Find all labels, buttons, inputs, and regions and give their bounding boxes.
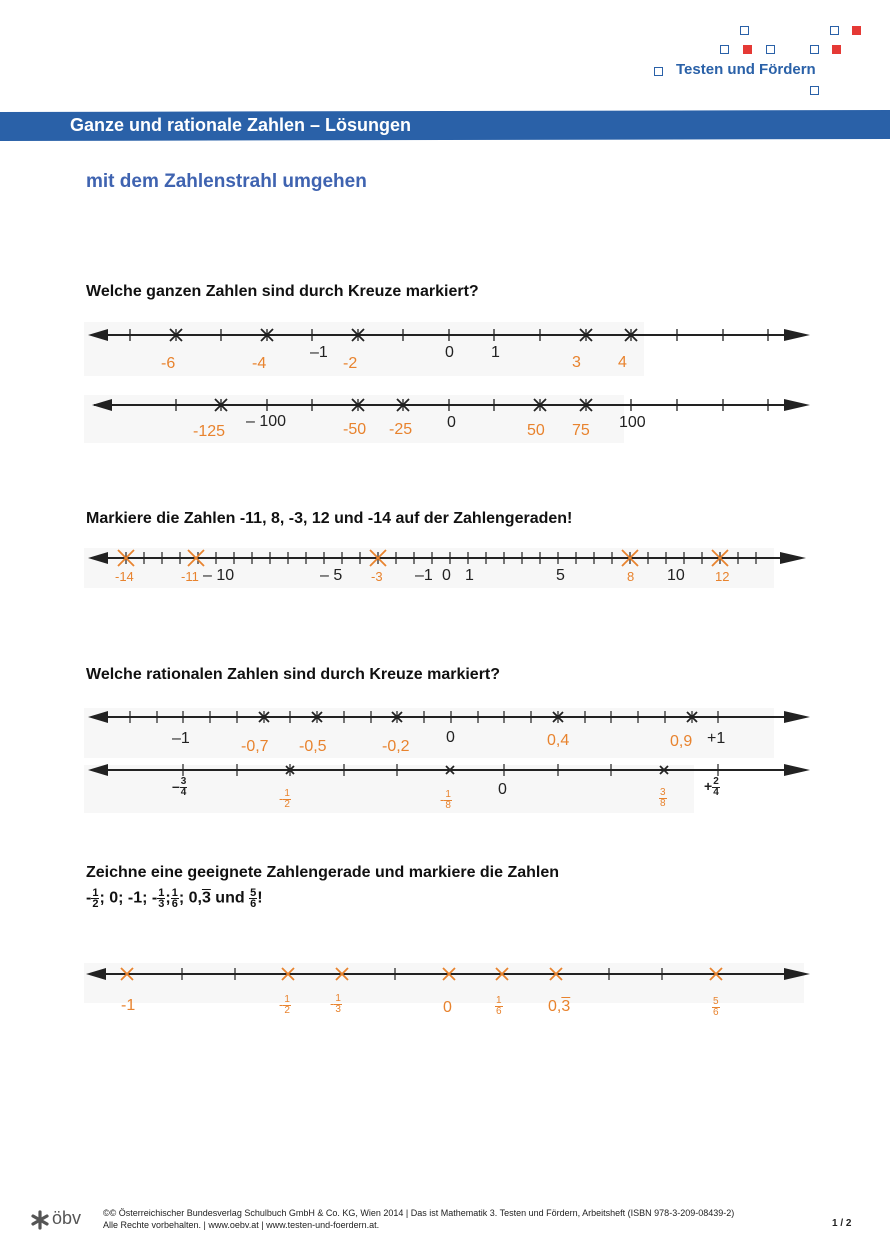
t1-label-one: 1 bbox=[491, 344, 500, 361]
t4-answer-sixth: $\frac{1}{6}$ bbox=[496, 995, 502, 1017]
t3-answer: -0,7 bbox=[241, 738, 269, 755]
task4-question: Zeichne eine geeignete Zahlengerade und markiere die Zahlen bbox=[86, 864, 560, 881]
t2-answer: -3 bbox=[371, 569, 383, 584]
t3-answer: -0,5 bbox=[299, 738, 327, 755]
t3-label-zero: 0 bbox=[446, 729, 455, 746]
t3-label-zero-2: 0 bbox=[498, 781, 507, 798]
t4-answer-minus-third: - $\frac{1}{3}$ bbox=[330, 993, 341, 1015]
t1-answer: -50 bbox=[343, 421, 367, 438]
t1-answer: -125 bbox=[193, 423, 226, 440]
brand-logo bbox=[640, 20, 880, 100]
t1-answer: -6 bbox=[161, 355, 176, 372]
t1-label-minus-100: – 100 bbox=[246, 413, 287, 430]
t1-answer: 50 bbox=[527, 422, 545, 439]
task2-question: Markiere die Zahlen -11, 8, -3, 12 und -14 auf der Zahlengeraden! bbox=[86, 510, 573, 527]
t4-answer-minus-one: -1 bbox=[121, 997, 136, 1014]
t1-answer: 3 bbox=[572, 354, 581, 371]
t2-answer: -14 bbox=[115, 569, 134, 584]
section-subtitle: mit dem Zahlenstrahl umgehen bbox=[86, 171, 367, 192]
footer-copyright bbox=[103, 1207, 734, 1231]
t1-label-100: 100 bbox=[619, 414, 646, 431]
t3-answer: 0,4 bbox=[547, 732, 570, 749]
page-title: Ganze und rationale Zahlen – Lösungen bbox=[70, 115, 412, 135]
t1-answer: 4 bbox=[618, 354, 627, 371]
t3-label-plus-one: +1 bbox=[707, 730, 726, 747]
t4-answer-repeating-decimal: 0,3 bbox=[548, 998, 571, 1015]
t3-answer: 0,9 bbox=[670, 733, 693, 750]
t3-answer-fraction: - $\frac{1}{2}$ bbox=[279, 788, 290, 810]
t1-label-zero-2: 0 bbox=[447, 414, 456, 431]
task4-number-list: - $\frac{1}{2}$ ; 0; -1; - $\frac{1}{3}$ ; $\frac{1}{6}$ ; 0,3 und $\frac{5}{6}$ ! bbox=[86, 887, 263, 910]
t3-label-minus-one: –1 bbox=[172, 730, 190, 747]
t1-answer: 75 bbox=[572, 422, 590, 439]
t2-answer: 12 bbox=[715, 569, 730, 584]
t2-label: – 5 bbox=[320, 567, 343, 584]
t2-answer: 8 bbox=[627, 569, 635, 584]
brand-name: Testen und Fördern bbox=[676, 61, 816, 78]
t3-answer-fraction: $\frac{3}{8}$ bbox=[660, 787, 666, 809]
t1-label-minus-one: –1 bbox=[310, 344, 328, 361]
t3-label-plus-two-quarters: + $\frac{2}{4}$ bbox=[704, 776, 719, 798]
t2-label: 5 bbox=[556, 567, 565, 584]
t3-answer-fraction: - $\frac{1}{8}$ bbox=[440, 789, 451, 811]
t2-label: 0 bbox=[442, 567, 451, 584]
t2-label: 10 bbox=[667, 567, 685, 584]
task3-question: Welche rationalen Zahlen sind durch Kreuze markiert? bbox=[86, 666, 501, 683]
t1-label-zero: 0 bbox=[445, 344, 454, 361]
t1-answer: -25 bbox=[389, 421, 413, 438]
t4-answer-minus-half: - $\frac{1}{2}$ bbox=[279, 994, 290, 1016]
footer-line-2: Alle Rechte vorbehalten. | www.oebv.at | www.testen-und-foerdern.at. bbox=[103, 1220, 380, 1230]
t1-answer: -4 bbox=[252, 355, 267, 372]
t2-answer: -11 bbox=[181, 569, 199, 584]
task1-question: Welche ganzen Zahlen sind durch Kreuze markiert? bbox=[86, 283, 479, 300]
footer-line-1: ©© Österreichischer Bundesverlag Schulbuch GmbH & Co. KG, Wien 2014 | Das ist Mathematik 3. Testen und Fördern, Arbeitsheft (ISBN 978-3-209-08439-2) bbox=[103, 1208, 735, 1218]
t2-label: 1 bbox=[465, 567, 474, 584]
t3-answer: -0,2 bbox=[382, 738, 410, 755]
t3-label-minus-three-quarters: – $\frac{3}{4}$ bbox=[172, 776, 187, 798]
t2-label: – 10 bbox=[203, 567, 235, 584]
t1-answer: -2 bbox=[343, 355, 358, 372]
t2-label: –1 bbox=[415, 567, 433, 584]
t4-answer-zero: 0 bbox=[443, 999, 452, 1016]
page-number: 1 / 2 bbox=[832, 1218, 852, 1229]
t4-answer-five-sixths: $\frac{5}{6}$ bbox=[713, 996, 719, 1018]
asterisk-icon bbox=[30, 1210, 50, 1230]
task4-number-line bbox=[84, 955, 814, 1005]
publisher-logo bbox=[30, 1208, 90, 1232]
publisher-brand: öbv bbox=[52, 1208, 82, 1228]
